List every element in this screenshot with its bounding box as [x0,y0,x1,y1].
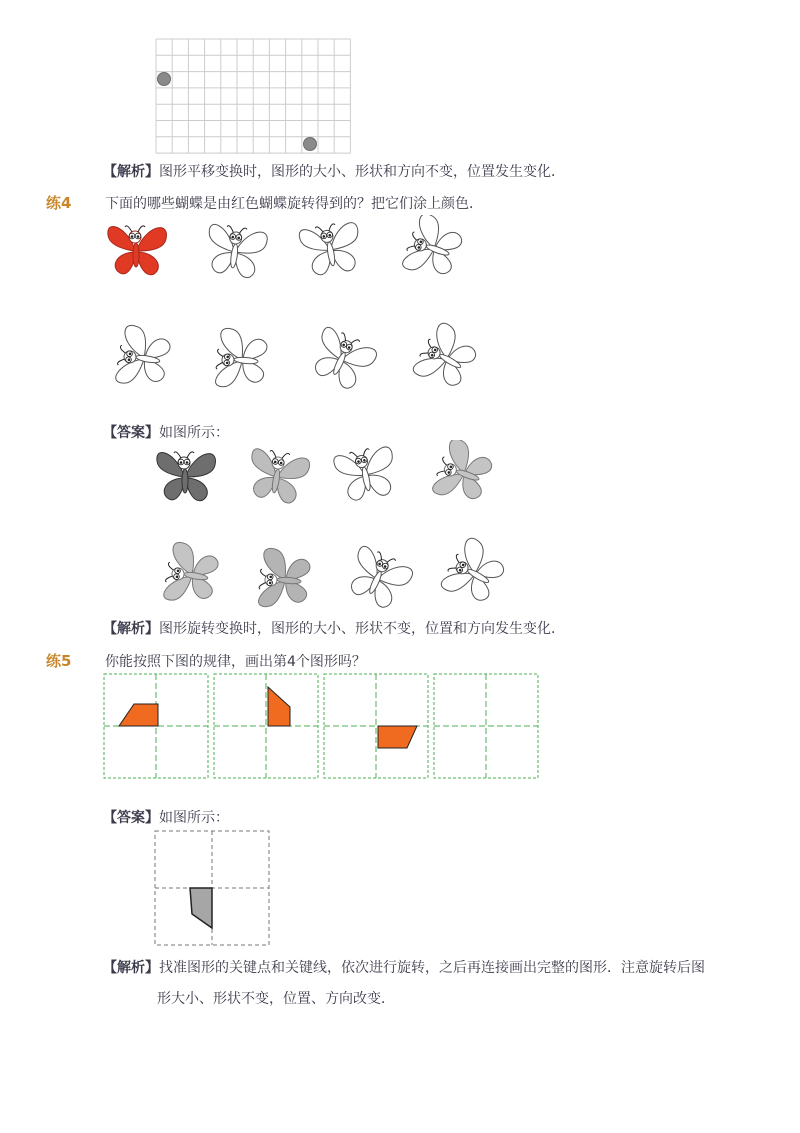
analysis-line-1 [103,161,565,181]
grid-box [214,674,318,778]
butterfly-shaded [257,548,311,611]
answer-label: 【答案】 [103,425,159,441]
butterfly-shaded [431,440,497,508]
pupil [131,235,134,238]
analysis-text: 图形平移变换时，图形的大小、形状和方向不变，位置发生变化． [159,164,565,180]
antenna [436,469,444,478]
shape-3 [378,726,417,748]
wing [138,228,166,251]
pattern-cell-group [434,674,538,778]
antenna [269,450,277,457]
butterfly-outline [298,220,364,278]
antenna [259,582,266,590]
exercise-4-question: 下面的哪些蝴蝶是由红色蝴蝶旋转得到的？把它们涂上颜色． [105,196,483,212]
antenna [426,339,435,348]
answer-shape [190,888,212,928]
antenna [375,551,384,560]
butterfly-shaded [157,452,216,501]
antenna [454,554,463,563]
wing [279,454,311,482]
pupil [186,461,189,464]
antenna [315,226,323,233]
wing [186,478,207,501]
butterfly-outline [342,544,416,613]
pattern-sequence-figure [103,673,543,780]
antenna [174,452,181,458]
analysis-text: 图形旋转变换时，图形的大小、形状不变，位置和方向发生变化． [159,621,565,637]
ball-start [158,73,171,86]
antenna [117,358,124,366]
wing [169,541,197,573]
antenna [120,345,127,353]
antenna [362,448,370,455]
body [133,243,139,267]
wing [237,229,268,256]
wing [219,328,245,358]
analysis-text-2: 形大小、形状不变，位置、方向改变． [157,991,395,1007]
butterfly-outline [411,320,483,395]
butterfly-outline [401,215,467,283]
analysis-line-4 [103,618,565,638]
ball-end [304,138,317,151]
wing [241,361,264,383]
antenna [125,226,132,232]
answer-line-5 [103,807,229,827]
analysis-label: 【解析】 [103,960,159,976]
exercise-5-question: 你能按照下图的规律，画出第4个图形吗？ [105,654,366,670]
wing [284,581,307,603]
butterfly-outline [114,324,172,390]
pupil [137,235,140,238]
answer-text: 如图所示： [159,810,229,826]
antenna [168,562,175,570]
butterfly-outline [333,444,401,504]
exercise-4-number: 练4 [46,194,72,212]
wing [137,252,158,275]
butterfly-shaded [245,447,311,505]
analysis-label: 【解析】 [103,621,159,637]
antenna [419,350,428,359]
translation-grid [155,38,353,155]
exercise-5-number: 练5 [46,652,72,670]
wing [187,454,215,477]
antenna [216,362,223,370]
antenna [165,575,172,583]
shape-1 [119,704,158,726]
wing [121,324,149,356]
butterfly-outline [306,325,380,394]
antenna [339,332,348,341]
antenna [217,349,224,357]
analysis-label: 【解析】 [103,164,159,180]
body [182,469,188,493]
antenna [138,226,145,232]
wing [262,548,288,578]
antenna [282,453,290,460]
butterfly-outline [214,328,268,391]
pattern-answer-figure [154,830,272,948]
antenna [406,244,414,253]
antenna [447,565,456,574]
pupil [180,461,183,464]
analysis-line-5 [103,957,705,977]
antenna [187,452,194,458]
answer-label: 【答案】 [103,810,159,826]
butterfly-outline [439,535,510,610]
pattern-cell-group [214,674,318,778]
grid-box [434,674,538,778]
butterfly-shaded [162,541,220,607]
answer-line-4 [103,422,229,442]
red-butterfly [108,226,167,275]
antenna [349,451,357,458]
antenna [239,227,247,234]
answer-text: 如图所示： [159,425,229,441]
analysis-text-1: 找准图形的关键点和关键线，依次进行旋转，之后再连接画出完整的图形．注意旋转后图 [159,960,705,976]
wing [115,252,135,274]
antenna [260,569,267,577]
shape-2 [268,687,290,726]
butterfly-answer-figure [150,440,510,615]
butterfly-question-figure [100,215,500,395]
antenna [328,224,336,231]
butterfly-outline [204,223,269,280]
wing [164,478,184,500]
antenna [226,226,234,233]
